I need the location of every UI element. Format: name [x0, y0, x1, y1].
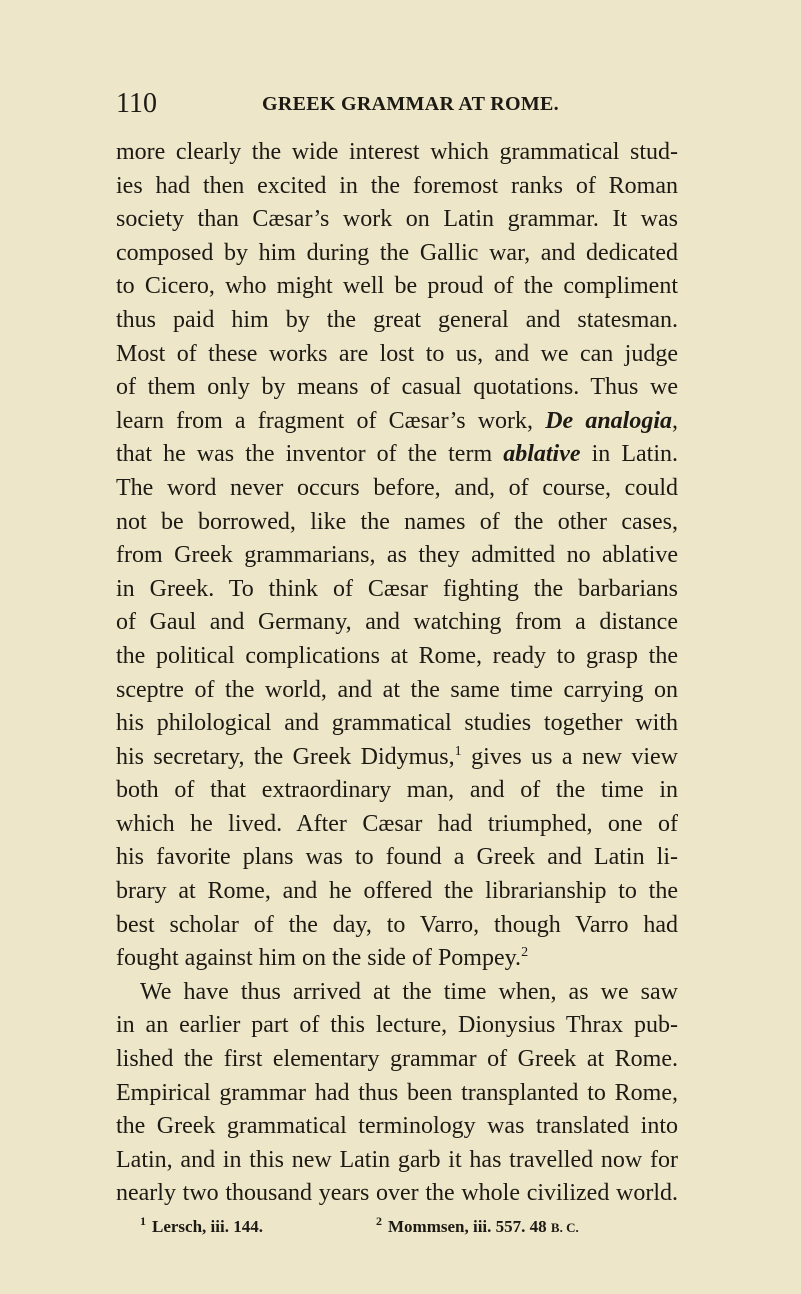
text-run: ,: [672, 407, 679, 434]
footnote-1: [140, 1215, 263, 1239]
text-line: lished the first elementary grammar of Greek at Rome.: [116, 1046, 678, 1073]
text-line: his philological and grammatical studies together with: [116, 710, 678, 737]
footnote-text: Mommsen, iii. 557. 48: [388, 1217, 551, 1236]
running-head: GREEK GRAMMAR AT ROME.: [262, 93, 559, 115]
footnote-mark: 1: [140, 1214, 146, 1229]
text-line: [116, 942, 678, 976]
text-line: thus paid him by the great general and statesman.: [116, 306, 678, 333]
text-line: Latin, and in this new Latin garb it has travelled now for: [116, 1146, 678, 1173]
text-run: that he was the inventor of the term: [116, 441, 504, 468]
text-run: fought against him on the side of Pompey.: [116, 945, 522, 972]
text-line: [116, 438, 678, 472]
text-line: from Greek grammarians, as they admitted no ablative: [116, 542, 678, 569]
footnote-mark: 2: [376, 1214, 382, 1229]
text-line: We have thus arrived at the time when, as we saw: [140, 978, 678, 1005]
footnotes: [116, 1215, 678, 1241]
text-line: Most of these works are lost to us, and we can judge: [116, 340, 678, 367]
page-header: [116, 86, 678, 122]
paragraph-2: [116, 976, 678, 1211]
text-run: in Latin.: [580, 441, 678, 468]
footnote-era: B. C.: [550, 1220, 579, 1235]
text-line: in Greek. To think of Cæsar fighting the barbarians: [116, 575, 678, 602]
text-line: of them only by means of casual quotations. Thus we: [116, 374, 678, 401]
text-line: the Greek grammatical terminology was translated into: [116, 1113, 678, 1140]
text-line: best scholar of the day, to Varro, though Varro had: [116, 911, 678, 938]
text-line: [116, 405, 678, 439]
text-line: Empirical grammar had thus been transplanted to Rome,: [116, 1079, 678, 1106]
italic-term: ablative: [503, 441, 581, 468]
text-line: of Gaul and Germany, and watching from a distance: [116, 609, 678, 636]
footnote-ref: 2: [521, 945, 529, 961]
text-run: gives us a new view: [461, 743, 678, 770]
text-line: in an earlier part of this lecture, Dionysius Thrax pub-: [116, 1012, 678, 1039]
text-line: composed by him during the Gallic war, and dedicated: [116, 239, 678, 266]
text-line: not be borrowed, like the names of the other cases,: [116, 508, 678, 535]
text-line: his favorite plans was to found a Greek and Latin li-: [116, 844, 678, 871]
text-run: learn from a fragment of Cæsar’s work,: [116, 407, 546, 434]
page-number: 110: [116, 88, 157, 119]
text-line: sceptre of the world, and at the same time carrying on: [116, 676, 678, 703]
text-line: nearly two thousand years over the whole civilized world.: [116, 1180, 678, 1207]
text-line: both of that extraordinary man, and of the time in: [116, 777, 678, 804]
footnote-2: [376, 1215, 579, 1240]
text-line: more clearly the wide interest which grammatical stud-: [116, 139, 678, 165]
text-line: ies had then excited in the foremost ranks of Roman: [116, 172, 678, 199]
book-page: [116, 86, 678, 1241]
text-line: which he lived. After Cæsar had triumphed, one of: [116, 810, 678, 837]
footnote-text: Lersch, iii. 144.: [152, 1217, 263, 1236]
text-line: [116, 741, 678, 775]
text-line: to Cicero, who might well be proud of the compliment: [116, 273, 678, 300]
text-line: The word never occurs before, and, of course, could: [116, 474, 678, 501]
italic-title: De analogia: [545, 407, 673, 434]
text-line: society than Cæsar’s work on Latin grammar. It was: [116, 206, 678, 233]
text-run: his secretary, the Greek Didymus,: [116, 743, 455, 770]
text-line: the political complications at Rome, ready to grasp the: [116, 642, 678, 669]
paragraph-1: [116, 136, 678, 976]
footnote-ref: 1: [454, 743, 462, 759]
text-line: brary at Rome, and he offered the librarianship to the: [116, 878, 678, 905]
